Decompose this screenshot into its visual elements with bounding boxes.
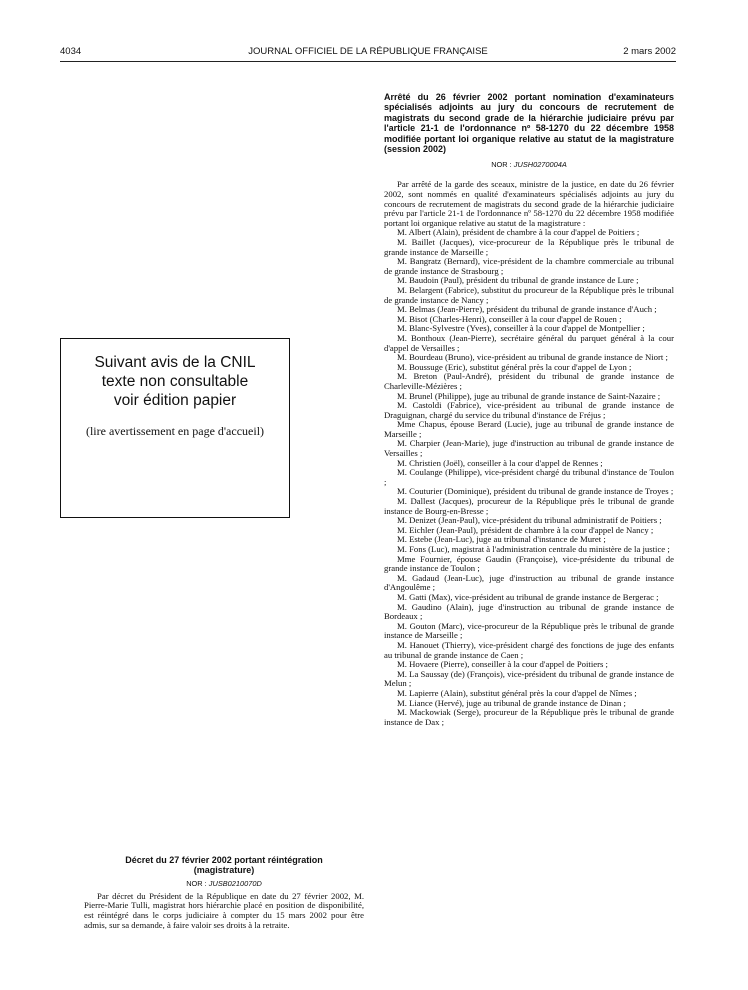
appointment-entry: M. Hovaere (Pierre), conseiller à la cour d'appel de Poitiers ; [397,659,608,670]
decret-article [84,855,364,930]
page-number: 4034 [60,46,82,57]
appointment-entry: M. Liance (Hervé), juge au tribunal de grande instance de Dinan ; [397,697,626,708]
arrete-title: Arrêté du 26 février 2002 portant nomination d'examinateurs spécialisés adjoints au jury du concours de recrutement de magistrats du second grade de la hiérarchie judiciaire prévu par l'article 21-1 de l'ordonnance nº 58-1270 du 22 décembre 1958 modifiée portant loi organique relative au statut de la magistrature (session 2002) [384,92,674,155]
cnil-notice-box [60,338,290,518]
cnil-line-2: texte non consultable [101,373,249,390]
arrete-body [384,180,674,727]
decret-title-line-2: (magistrature) [193,865,255,876]
appointment-entry: M. Baillet (Jacques), vice-procureur de la République près le tribunal de grande instance de Marseille ; [384,237,674,257]
appointment-entry: M. Christien (Joël), conseiller à la cour d'appel de Rennes ; [397,457,603,468]
appointment-entry: M. Brunel (Philippe), juge au tribunal de grande instance de Saint-Nazaire ; [397,390,661,401]
appointment-entry: M. Belmas (Jean-Pierre), président du tribunal de grande instance d'Auch ; [397,304,657,315]
appointment-entry: M. Dallest (Jacques), procureur de la République près le tribunal de grande instance de Bourg-en-Bresse ; [384,496,674,516]
appointment-entry: M. Bourdeau (Bruno), vice-président au tribunal de grande instance de Niort ; [397,352,668,363]
appointment-entry: M. Lapierre (Alain), substitut général près la cour d'appel de Nîmes ; [397,687,637,698]
appointment-entry: M. Castoldi (Fabrice), vice-président au tribunal de grande instance de Draguignan, chargé du service du tribunal d'instance de Fréjus ; [384,400,674,420]
appointment-entry: M. Gaudino (Alain), juge d'instruction au tribunal de grande instance de Bordeaux ; [384,601,674,622]
arrete-article [384,92,674,727]
header-rule [60,61,676,62]
appointment-entry: M. Eichler (Jean-Paul), président de chambre à la cour d'appel de Nancy ; [397,524,654,535]
arrete-intro: Par arrêté de la garde des sceaux, ministre de la justice, en date du 26 février 2002, sont nommés en qualité d'examinateurs spécialisés adjoints au jury du concours de recrutement de magistrats du second grade de la hiérarchie judiciaire prévu par l'article 21-1 de l'ordonnance nº 58-1270 du 22 décembre 1958 modifiée portant loi organique relative au statut de la magistrature : [384,179,674,228]
appointment-entry: Mme Fournier, épouse Gaudin (Françoise), vice-présidente du tribunal de grande instance de Toulon ; [384,553,674,574]
appointment-entry: M. Breton (Paul-André), président du tribunal de grande instance de Charleville-Mézières ; [384,371,674,391]
appointment-entry: M. Fons (Luc), magistrat à l'administration centrale du ministère de la justice ; [397,544,670,554]
appointment-entry: M. Mackowiak (Serge), procureur de la République près le tribunal de grande instance de Dax ; [384,707,674,727]
arrete-nor [384,160,674,169]
appointment-entry: M. Coulange (Philippe), vice-président chargé du tribunal d'instance de Toulon ; [384,467,674,487]
decret-nor-label: NOR : [186,878,207,888]
appointment-entry: M. Estebe (Jean-Luc), juge au tribunal d'instance de Muret ; [397,534,606,545]
cnil-note: (lire avertissement en page d'accueil) [85,424,265,438]
appointment-entry: M. Bangratz (Bernard), vice-président de la chambre commerciale au tribunal de grande instance de Strasbourg ; [384,256,674,276]
appointment-entry: M. Belargent (Fabrice), substitut du procureur de la République près le tribunal de grande instance de Nancy ; [384,284,674,305]
issue-date: 2 mars 2002 [623,46,676,57]
appointment-entry: M. Gadaud (Jean-Luc), juge d'instruction au tribunal de grande instance d'Angoulême ; [384,572,674,593]
appointment-entry: M. Couturier (Dominique), président du tribunal de grande instance de Troyes ; [397,486,674,497]
cnil-line-3: voir édition papier [113,392,237,409]
arrete-nor-label: NOR : [491,160,512,170]
appointment-entry: M. Bisot (Charles-Henri), conseiller à la cour d'appel de Rouen ; [397,313,622,324]
appointment-entry: M. Gatti (Max), vice-président au tribunal de grande instance de Bergerac ; [397,591,659,602]
appointment-entry: Mme Chapus, épouse Berard (Lucie), juge au tribunal de grande instance de Marseille ; [384,419,674,439]
appointment-entry: M. Gouton (Marc), vice-procureur de la République près le tribunal de grande instance de Marseille ; [384,620,674,641]
appointment-entry: M. Baudoin (Paul), président du tribunal de grande instance de Lure ; [397,275,639,286]
appointment-entry: M. Boussuge (Eric), substitut général près la cour d'appel de Lyon ; [397,361,632,372]
decret-title [84,855,364,876]
page-header [60,46,676,60]
decret-nor-code: JUSB0210070D [208,878,262,888]
decret-title-line-1: Décret du 27 février 2002 portant réintégration [125,855,323,865]
appointment-entry: M. Bonthoux (Jean-Pierre), secrétaire général du parquet général à la cour d'appel de Versailles ; [384,332,674,353]
appointment-entry: M. Blanc-Sylvestre (Yves), conseiller à la cour d'appel de Montpellier ; [397,323,645,334]
appointment-entry: M. Charpier (Jean-Marie), juge d'instruction au tribunal de grande instance de Versailles ; [384,438,674,459]
journal-title: JOURNAL OFFICIEL DE LA RÉPUBLIQUE FRANÇAISE [248,46,488,57]
appointment-entry: M. La Saussay (de) (François), vice-président du tribunal de grande instance de Melun ; [384,668,674,689]
decret-nor [84,879,364,888]
appointment-entry: M. Denizet (Jean-Paul), vice-président du tribunal administratif de Poitiers ; [397,515,662,526]
appointment-entry: M. Hanouet (Thierry), vice-président chargé des fonctions de juge des enfants au tribunal de grande instance de Caen ; [384,639,674,660]
decret-text: Par décret du Président de la République en date du 27 février 2002, M. Pierre-Marie Tulli, magistrat hors hiérarchie placé en position de disponibilité, est réintégré dans le corps judiciaire à compter du 15 mars 2002 pour être admis, sur sa demande, à faire valoir ses droits à la retraite. [84,890,364,930]
appointment-entry: M. Albert (Alain), président de chambre à la cour d'appel de Poitiers ; [397,227,640,238]
cnil-line-1: Suivant avis de la CNIL [94,354,256,371]
arrete-nor-code: JUSH0270004A [513,160,567,170]
